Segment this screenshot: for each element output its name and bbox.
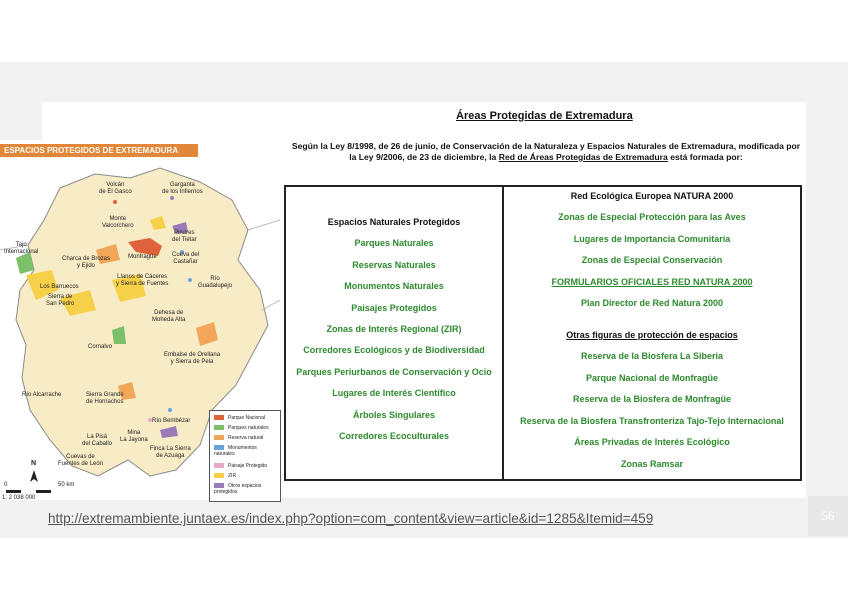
map-label: Tajo Internacional [4,242,39,255]
legend-swatch [214,435,224,440]
legend-label: Otros espacios protegidos [214,483,262,495]
list-item-left[interactable]: Corredores Ecológicos y de Biodiversidad [303,345,485,355]
right-column [504,187,800,479]
intro-paragraph [290,141,802,163]
list-item-right[interactable]: FORMULARIOS OFICIALES RED NATURA 2000 [551,277,753,287]
scale-bar-segment [21,490,36,493]
right-heading-2: Otras figuras de protección de espacios [566,330,738,340]
legend-item [214,463,267,469]
site-marker [113,200,117,204]
left-column [286,187,504,479]
list-item-left[interactable]: Árboles Singulares [352,410,436,420]
list-item-right[interactable]: Reserva de la Biosfera La Siberia [580,351,724,361]
scale-ratio-label: 1: 2 038 000 [2,495,36,501]
map-label: Dehesa de Moheda Alta [152,310,186,323]
list-item-left[interactable]: Monumentos Naturales [344,281,444,291]
map-label: Pinares del Tiétar [172,230,197,243]
red-areas-link[interactable]: Red de Áreas Protegidas de Extremadura [498,152,668,162]
legend-swatch [214,473,224,478]
map-label: Río Bembézar [152,418,191,424]
border-line [262,300,280,310]
list-item-right[interactable]: Zonas Ramsar [620,459,684,469]
map-label: Mina La Jayona [120,430,148,443]
map-label: Garganta de los Infiernos [162,182,203,195]
legend-label: Reserva natural [228,435,264,441]
legend-item [214,435,263,441]
intro-text-end: está formada por: [667,152,743,162]
scale-km-label: 50 km [58,482,75,488]
legend-item [214,415,265,421]
list-item-left[interactable]: Parques Periurbanos de Conservación y Ocio [296,367,492,377]
map-label: Volcán de El Gasco [99,182,132,195]
intro-text: Según la Ley 8/1998, de 26 de junio, de Conservación de la Naturaleza y Espacios Naturales de Extremadura, modificada por la Ley 9/2006, de 23 de diciembre, la [291,141,801,162]
map-label: Cuevas de Fuentes de León [58,454,104,467]
right-heading: Red Ecológica Europea NATURA 2000 [570,191,734,201]
legend-item [214,483,261,495]
page-number: 56 [808,496,848,536]
map-label: Los Barruecos [40,284,79,290]
site-marker [168,408,172,412]
legend-swatch [214,415,224,420]
list-item-left[interactable]: Paisajes Protegidos [351,303,437,313]
page-title: Áreas Protegidas de Extremadura [456,110,633,122]
list-item-right[interactable]: Zonas de Especial Protección para las Aves [558,212,746,222]
legend-item [214,445,257,457]
list-item-right[interactable]: Zonas de Especial Conservación [581,255,723,265]
legend-swatch [214,463,224,468]
map-label: Sierra de San Pedro [46,294,75,307]
map-label: Río Guadalupejo [198,276,233,289]
map-label: Río Alcarrache [22,392,62,398]
north-arrow-icon [30,470,38,482]
list-item-left[interactable]: Parques Naturales [354,238,434,248]
map-label: Cueva del Castañar [172,252,200,265]
site-marker [170,196,174,200]
legend-swatch [214,445,224,450]
legend-item [214,425,269,431]
legend-swatch [214,483,224,488]
list-item-right[interactable]: Lugares de Importancia Comunitaria [573,234,731,244]
map-label: La Pisá del Caballo [82,434,113,447]
list-item-right[interactable]: Plan Director de Red Natura 2000 [580,298,724,308]
list-item-right[interactable]: Reserva de la Biosfera Transfronteriza Tajo-Tejo Internacional [520,416,784,426]
map-title: ESPACIOS PROTEGIDOS DE EXTREMADURA [0,144,198,157]
legend-label: ZIR [228,473,237,479]
legend-label: Parque Nacional [228,415,265,421]
border-line [248,220,280,230]
legend-label: Parques naturales [228,425,269,431]
list-item-left[interactable]: Reservas Naturales [352,260,436,270]
list-item-right[interactable]: Áreas Privadas de Interés Ecológico [574,437,730,447]
list-item-left[interactable]: Corredores Ecoculturales [338,431,450,441]
north-label: N [31,460,37,467]
list-item-right[interactable]: Reserva de la Biosfera de Monfragüe [572,394,732,404]
site-marker [188,278,192,282]
list-item-left[interactable]: Zonas de Interés Regional (ZIR) [326,324,462,334]
list-item-right[interactable]: Parque Nacional de Monfragüe [585,373,719,383]
protected-areas-table [284,185,802,481]
list-item-left[interactable]: Lugares de Interés Científico [332,388,456,398]
map-label: Cornalvo [88,344,113,350]
map-legend [209,410,281,502]
map-label: Charca de Brozas y Ejido [62,256,111,269]
scale-bar-segment [51,490,66,493]
left-heading: Espacios Naturales Protegidos [327,217,461,227]
map-label: Finca La Sierra de Azuaga [150,446,191,459]
legend-label: Paisaje Protegido [228,463,268,469]
map-label: Monfragüe [128,254,157,260]
legend-swatch [214,425,224,430]
map-label: Llanos de Cáceres y Sierra de Fuentes [116,274,169,287]
map-label: Sierra Grande de Hornachos [86,392,124,405]
legend-label: Monumentos naturales [214,445,257,457]
legend-item [214,473,236,479]
scale-zero-label: 0 [4,482,8,488]
source-url-link[interactable]: http://extremambiente.juntaex.es/index.php?option=com_content&view=article&id=1285&Itemid=459 [48,511,654,526]
map-label: Monte Valcorchero [102,216,134,229]
map-label: Embalse de Orellana y Sierra de Pela [164,352,221,365]
